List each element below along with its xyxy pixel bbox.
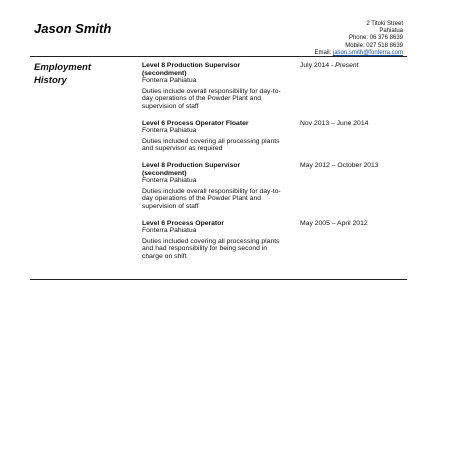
email-link[interactable]: jason.smith@fonterra.com (332, 49, 403, 56)
employment-list (142, 62, 404, 269)
section-title-line-1: Employment (34, 62, 92, 73)
job-description: Duties included covering all processing plants and had responsibility for being second in charge on shift (142, 237, 280, 260)
address-line-1: 2 Titoki Street (366, 21, 403, 27)
job-description: Duties include overall responsibility for day-to-day operations of the Powder Plant and supervision of staff (142, 187, 281, 210)
section-divider (30, 279, 407, 280)
resume-name: Jason Smith (34, 21, 112, 36)
job-title: Level 8 Production Supervisor (secondment) (142, 62, 241, 77)
job-dates: Nov 2013 – June 2014 (300, 119, 369, 127)
job-company: Fonterra Pahiatua (142, 127, 197, 135)
job-description: Duties include overall responsibility for day-to-day operations of the Powder Plant and supervision of staff (142, 87, 281, 110)
job-dates-end: Present (335, 62, 359, 69)
section-title-employment-history (34, 62, 124, 87)
job-dates-start: July 2014 - (300, 62, 336, 69)
job-dates: May 2005 – April 2012 (300, 219, 368, 227)
job-entry (142, 120, 404, 153)
mobile-number: Mobile: 027 518 8639 (345, 42, 403, 49)
section-title-line-2: History (34, 74, 67, 86)
job-description: Duties included covering all processing plants and supervisor as required (142, 137, 280, 153)
job-dates (300, 62, 359, 70)
job-entry (142, 62, 404, 111)
contact-block (315, 21, 403, 57)
job-company: Fonterra Pahiatua (142, 177, 197, 185)
phone-number: Phone: 06 376 8639 (348, 35, 403, 42)
job-entry (142, 220, 404, 261)
header-divider (30, 56, 407, 57)
email-label: Email: (314, 49, 332, 56)
job-title: Level 6 Process Operator (142, 219, 224, 227)
job-dates: May 2012 – October 2013 (300, 161, 379, 169)
job-title: Level 8 Production Supervisor (secondment) (142, 161, 241, 177)
job-title: Level 6 Process Operator Floater (142, 119, 249, 127)
address-line-2: Pahiatua (379, 28, 403, 35)
job-company: Fonterra Pahiatua (142, 227, 197, 235)
job-entry (142, 162, 404, 211)
job-company: Fonterra Pahiatua (142, 77, 197, 85)
